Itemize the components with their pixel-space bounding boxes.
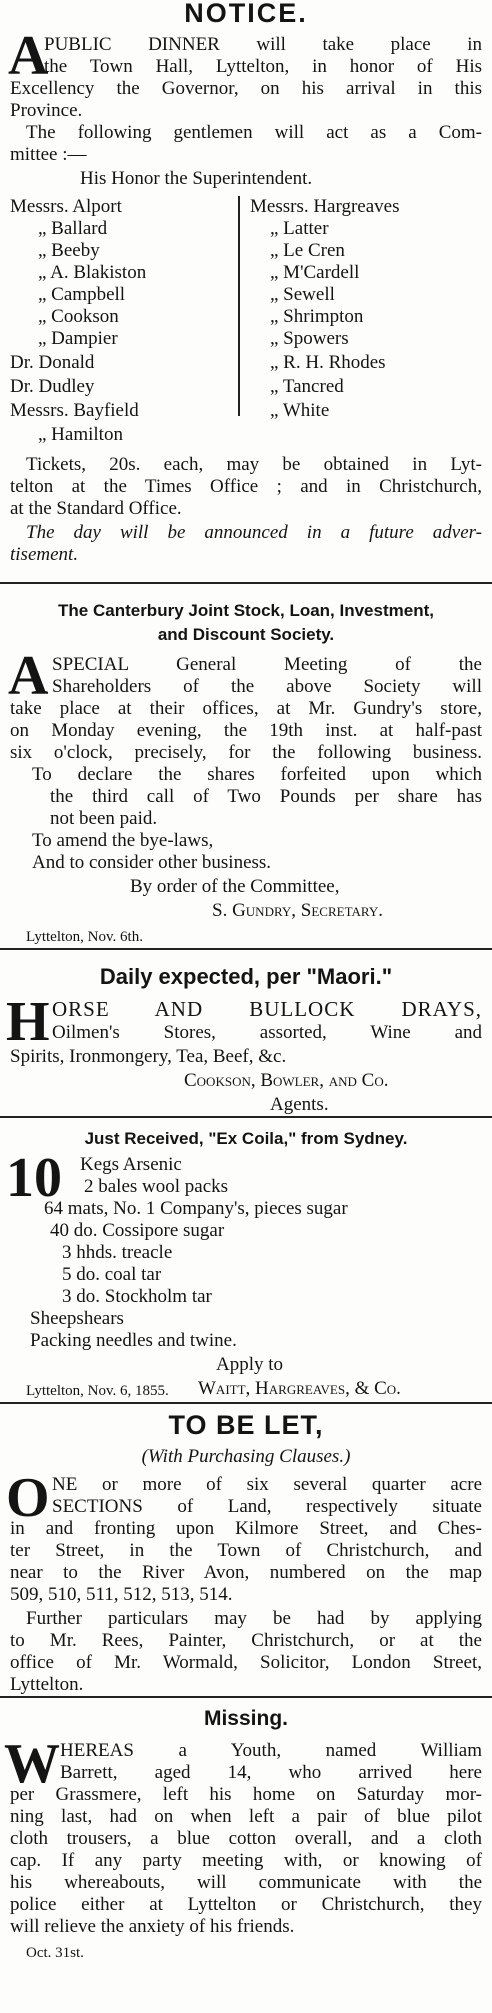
committee-member: „ Shrimpton — [270, 306, 364, 327]
to-let-title: TO BE LET, — [168, 1410, 324, 1440]
committee-member: Messrs. Alport — [10, 196, 122, 217]
maori-line: Agents. — [270, 1094, 329, 1115]
coila-item: 40 do. Cossipore sugar — [50, 1220, 225, 1241]
coila-item: 3 hhds. treacle — [62, 1242, 173, 1263]
society-line: By order of the Committee, — [130, 876, 340, 897]
notice-line: His Honor the Superintendent. — [80, 168, 313, 189]
society-line: To declare the shares forfeited upon which — [32, 764, 482, 785]
missing-dropcap: W — [4, 1733, 60, 1795]
notice-line: mittee :— — [10, 144, 87, 165]
society-dropcap: A — [8, 645, 49, 707]
to-let-line: 509, 510, 511, 512, 513, 514. — [10, 1584, 233, 1605]
missing-line: police either at Lyttelton or Christchurch, they — [10, 1894, 482, 1915]
notice-line: PUBLIC DINNER will take place in — [44, 34, 482, 55]
notice-advertisement — [0, 0, 492, 598]
committee-member: „ R. H. Rhodes — [270, 352, 386, 373]
to-let-advertisement — [0, 1404, 492, 1734]
to-let-line: NE or more of six several quarter acre — [52, 1474, 482, 1495]
coila-dateline: Lyttelton, Nov. 6, 1855. — [26, 1383, 169, 1399]
missing-line: ning last, had on when left a pair of blue pilot — [10, 1806, 482, 1827]
committee-member: „ Le Cren — [270, 240, 345, 261]
society-line: SPECIAL General Meeting of the — [52, 654, 482, 675]
tickets-line: at the Standard Office. — [10, 498, 182, 519]
coila-dropcap: 10 — [6, 1147, 62, 1209]
committee-member: „ Latter — [270, 218, 329, 239]
to-let-line: office of Mr. Wormald, Solicitor, London Street, — [10, 1652, 482, 1673]
committee-member: Messrs. Bayfield — [10, 400, 139, 421]
to-let-line: Further particulars may be had by applying — [26, 1608, 482, 1629]
to-let-line: ter Street, in the Town of Christchurch, and — [10, 1540, 482, 1561]
maori-line: ORSE AND BULLOCK DRAYS, — [52, 997, 482, 1021]
society-line: And to consider other business. — [32, 852, 272, 873]
society-line: take place at their offices, at Mr. Gundry's store, — [10, 698, 482, 719]
to-let-line: in and fronting upon Kilmore Street, and Ches- — [10, 1518, 482, 1539]
column-divider — [238, 196, 240, 416]
missing-advertisement — [0, 1698, 492, 2013]
committee-member: „ Beeby — [38, 240, 100, 261]
missing-line: will relieve the anxiety of his friends. — [10, 1916, 295, 1937]
coila-item: Kegs Arsenic — [80, 1154, 182, 1175]
missing-dateline: Oct. 31st. — [26, 1945, 84, 1961]
to-let-subtitle: (With Purchasing Clauses.) — [141, 1446, 351, 1467]
closing-line: tisement. — [10, 544, 79, 565]
coila-item: 3 do. Stockholm tar — [62, 1286, 212, 1307]
closing-line: The day will be announced in a future adver- — [26, 522, 482, 543]
committee-member: Dr. Dudley — [10, 376, 95, 397]
committee-member: „ Tancred — [270, 376, 344, 397]
missing-line: HEREAS a Youth, named William — [60, 1740, 482, 1761]
to-let-line: near to the River Avon, numbered on the map — [10, 1562, 482, 1583]
notice-title: NOTICE. — [184, 0, 308, 28]
notice-line: Province. — [10, 100, 83, 121]
to-let-line: Lyttelton. — [10, 1674, 84, 1695]
coila-line: Apply to — [216, 1354, 284, 1375]
tickets-line: Tickets, 20s. each, may be obtained in Lyt- — [26, 454, 482, 475]
committee-member: „ Sewell — [270, 284, 335, 305]
missing-line: Barrett, aged 14, who arrived here — [60, 1762, 482, 1783]
notice-line: The following gentlemen will act as a Com- — [26, 122, 482, 143]
maori-dropcap: H — [6, 991, 50, 1053]
society-line: not been paid. — [50, 808, 158, 829]
missing-title: Missing. — [203, 1707, 288, 1730]
notice-line: the Town Hall, Lyttelton, in honor of His — [44, 56, 482, 77]
committee-member: „ Hamilton — [38, 424, 123, 445]
society-dateline: Lyttelton, Nov. 6th. — [26, 929, 143, 945]
coila-item: 5 do. coal tar — [62, 1264, 162, 1285]
notice-line: Excellency the Governor, on his arrival in this — [10, 78, 482, 99]
society-title: and Discount Society. — [157, 625, 335, 644]
maori-line: Spirits, Ironmongery, Tea, Beef, &c. — [10, 1046, 287, 1067]
maori-signature: Cookson, Bowler, and Co. — [184, 1070, 389, 1091]
maori-advertisement — [0, 950, 492, 1115]
committee-member: Dr. Donald — [10, 352, 95, 373]
society-line: on Monday evening, the 19th inst. at half-past — [10, 720, 482, 741]
tickets-line: telton at the Times Office ; and in Christchurch, — [10, 476, 482, 497]
coila-signature: Waitt, Hargreaves, & Co. — [198, 1378, 401, 1399]
committee-member: „ M'Cardell — [270, 262, 360, 283]
society-advertisement — [0, 584, 492, 945]
missing-line: cap. If any party meeting with, or knowing of — [10, 1850, 482, 1871]
society-line: To amend the bye-laws, — [32, 830, 214, 851]
to-let-line: to Mr. Rees, Painter, Christchurch, or at the — [10, 1630, 482, 1651]
society-signature: S. Gundry, Secretary. — [212, 900, 383, 921]
coila-advertisement — [0, 1118, 492, 1418]
missing-line: his whereabouts, will communicate with the — [10, 1872, 482, 1893]
coila-item: Packing needles and twine. — [30, 1330, 237, 1351]
coila-item: 64 mats, No. 1 Company's, pieces sugar — [44, 1198, 348, 1219]
society-line: the third call of Two Pounds per share has — [50, 786, 482, 807]
committee-member: Messrs. Hargreaves — [250, 196, 400, 217]
maori-title: Daily expected, per "Maori." — [99, 964, 393, 989]
notice-dropcap: A — [8, 25, 49, 87]
committee-member: „ A. Blakiston — [38, 262, 147, 283]
missing-line: cloth trousers, a blue cotton overall, and a cloth — [10, 1828, 482, 1849]
committee-member: „ White — [270, 400, 330, 421]
society-line: six o'clock, precisely, for the following business. — [10, 742, 482, 763]
committee-member: „ Cookson — [38, 306, 119, 327]
coila-item: Sheepshears — [30, 1308, 124, 1329]
to-let-line: SECTIONS of Land, respectively situate — [52, 1496, 482, 1517]
maori-line: Oilmen's Stores, assorted, Wine and — [52, 1022, 482, 1043]
committee-member: „ Dampier — [38, 328, 118, 349]
coila-title: Just Received, "Ex Coila," from Sydney. — [84, 1129, 408, 1148]
committee-member: „ Campbell — [38, 284, 126, 305]
to-let-dropcap: O — [6, 1467, 50, 1529]
missing-line: per Grassmere, left his home on Saturday mor- — [10, 1784, 482, 1805]
committee-member: „ Spowers — [270, 328, 349, 349]
society-line: Shareholders of the above Society will — [52, 676, 482, 697]
coila-item: 2 bales wool packs — [84, 1176, 229, 1197]
committee-member: „ Ballard — [38, 218, 108, 239]
society-title: The Canterbury Joint Stock, Loan, Investment, — [58, 601, 434, 620]
